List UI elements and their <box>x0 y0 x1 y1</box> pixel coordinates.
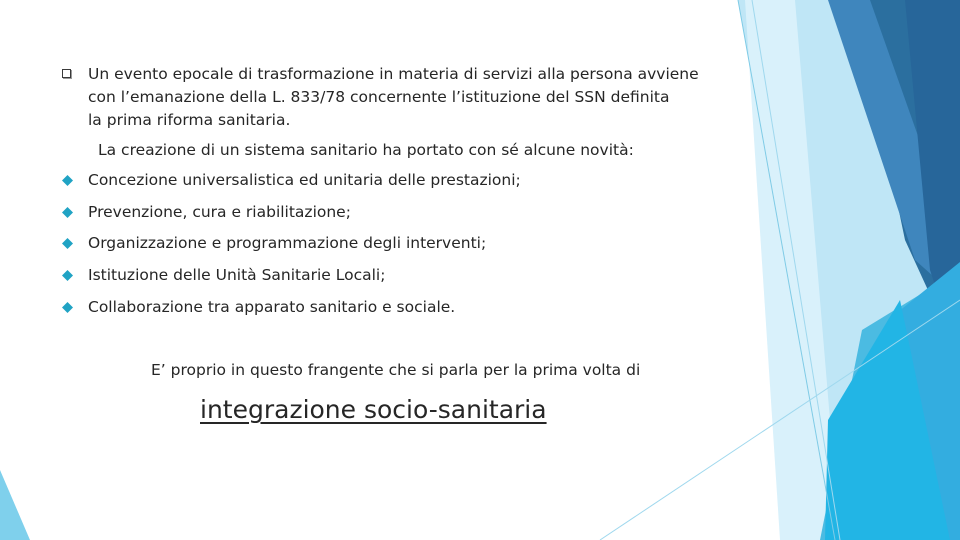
list-item <box>62 169 682 192</box>
intro-line-3: la prima riforma sanitaria. <box>88 111 291 129</box>
list-item <box>62 232 682 255</box>
hollow-square-bullet-icon <box>62 69 71 78</box>
list-item <box>62 201 682 224</box>
teal-diamond-bullet-icon <box>62 270 73 281</box>
teal-diamond-bullet-icon <box>62 302 73 313</box>
lead-sentence: La creazione di un sistema sanitario ha portato con sé alcune novità: <box>98 141 634 159</box>
closing-sentence: E’ proprio in questo frangente che si parla per la prima volta di <box>151 361 641 379</box>
list-item-label: Istituzione delle Unità Sanitarie Locali; <box>88 266 386 284</box>
intro-line-2: con l’emanazione della L. 833/78 concernente l’istituzione del SSN definita <box>88 88 670 106</box>
list-item <box>62 296 682 319</box>
left-corner-facet <box>0 470 30 540</box>
intro-paragraph <box>88 63 728 132</box>
teal-diamond-bullet-icon <box>62 175 73 186</box>
highlighted-keyword: integrazione socio-sanitaria <box>200 395 547 424</box>
list-item-label: Concezione universalistica ed unitaria delle prestazioni; <box>88 171 521 189</box>
list-item-label: Collaborazione tra apparato sanitario e sociale. <box>88 298 456 316</box>
teal-diamond-bullet-icon <box>62 207 73 218</box>
list-item <box>62 264 682 287</box>
list-item-label: Prevenzione, cura e riabilitazione; <box>88 203 351 221</box>
list-item-label: Organizzazione e programmazione degli interventi; <box>88 234 487 252</box>
teal-diamond-bullet-icon <box>62 238 73 249</box>
intro-line-1: Un evento epocale di trasformazione in materia di servizi alla persona avviene <box>88 65 699 83</box>
